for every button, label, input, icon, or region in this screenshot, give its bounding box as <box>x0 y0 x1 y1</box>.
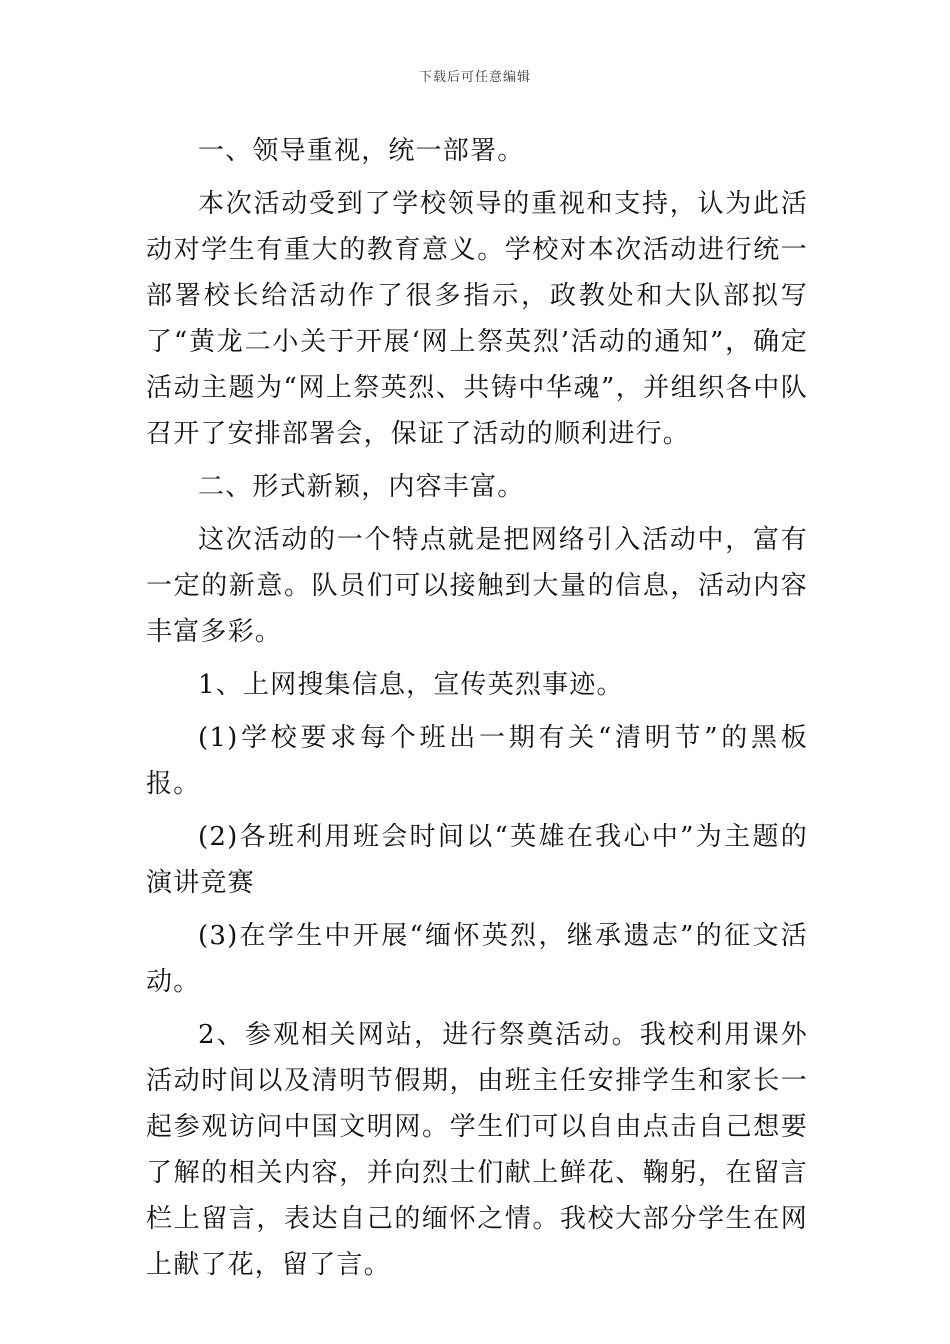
body-paragraph: 本次活动受到了学校领导的重视和支持，认为此活动对学生有重大的教育意义。学校对本次活动进行统一部署校长给活动作了很多指示，政教处和大队部拟写了“黄龙二小关于开展‘网上祭英烈’活动的通知”，确定活动主题为“网上祭英烈、共铸中华魂”，并组织各中队召开了安排部署会，保证了活动的顺利进行。 <box>146 189 808 449</box>
section-heading-2: 二、形式新颖，内容丰富。 <box>198 472 525 502</box>
list-item: (2)各班利用班会时间以“英雄在我心中”为主题的演讲竞赛 <box>146 822 808 898</box>
header-note: 下载后可任意编辑 <box>418 70 531 85</box>
list-heading: 1、上网搜集信息，宣传英烈事迹。 <box>198 670 624 700</box>
body-paragraph: 这次活动的一个特点就是把网络引入活动中，富有一定的新意。队员们可以接触到大量的信息，活动内容丰富多彩。 <box>146 525 808 647</box>
section-heading-1: 一、领导重视，统一部署。 <box>198 136 525 166</box>
list-item: (1)学校要求每个班出一期有关“清明节”的黑板报。 <box>146 723 808 799</box>
body-paragraph: 2、参观相关网站，进行祭奠活动。我校利用课外活动时间以及清明节假期，由班主任安排学生和家长一起参观访问中国文明网。学生们可以自由点击自己想要了解的相关内容，并向烈士们献上鲜花、鞠躬，在留言栏上留言，表达自己的缅怀之情。我校大部分学生在网上献了花，留了言。 <box>146 1020 808 1280</box>
document-body <box>146 128 808 1288</box>
list-item: (3)在学生中开展“缅怀英烈，继承遗志”的征文活动。 <box>146 921 808 997</box>
